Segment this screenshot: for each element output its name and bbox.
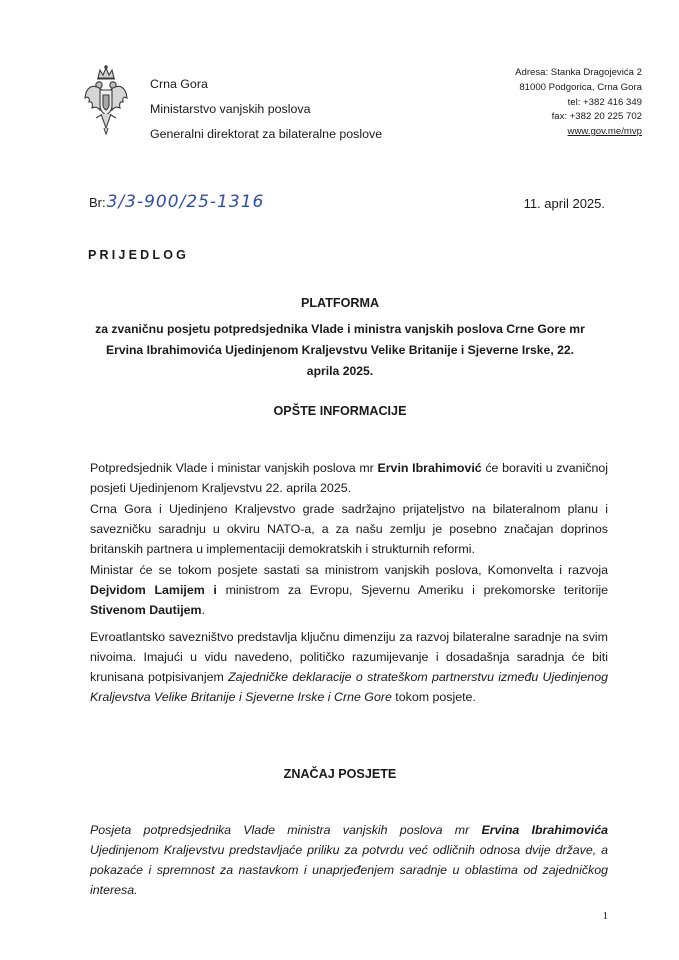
website-link[interactable]: www.gov.me/mvp: [567, 126, 642, 138]
org-ministry: Ministarstvo vanjskih poslova: [150, 102, 311, 116]
reference-label: Br:: [89, 195, 106, 210]
contact-phone: tel: +382 416 349: [567, 96, 642, 108]
page-number: 1: [602, 910, 608, 922]
org-country: Crna Gora: [150, 77, 208, 91]
paragraph-euroatlantic-alliance: Evroatlantsko savezništvo predstavlja ključnu dimenziju za razvoj bilateralne saradnje na svim nivoima. Imajući u vidu navedeno, političko razumijevanje i dosadašnja saradnja će biti krunisana potpisivanjem Zajedničke deklaracije o strateškom partnerstvu između Ujedinjenog Kraljevstva Velike Britanije i Sjeverne Irske i Crne Gore tokom posjete.: [90, 630, 608, 704]
document-type: PRIJEDLOG: [88, 248, 190, 262]
contact-block: [515, 66, 642, 140]
contact-city: 81000 Podgorica, Crna Gora: [519, 81, 642, 93]
coat-of-arms-icon: [82, 64, 130, 136]
paragraph-meetings: Ministar će se tokom posjete sastati sa ministrom vanjskih poslova, Komonvelta i razvoja Dejvidom Lamijem i ministrom za Evropu, Sjevernu Ameriku i prekomorske teritorije Stivenom Dautijem.: [90, 563, 608, 617]
document-title: PLATFORMA: [300, 296, 380, 310]
section-heading-general-info: OPŠTE INFORMACIJE: [273, 404, 407, 418]
org-directorate: Generalni direktorat za bilateralne poslove: [150, 127, 383, 141]
section-heading-significance: ZNAČAJ POSJETE: [283, 767, 397, 781]
contact-address: Adresa: Stanka Dragojevića 2: [515, 67, 642, 78]
contact-fax: fax: +382 20 225 702: [551, 111, 642, 123]
paragraph-visit-significance: Posjeta potpredsjednika Vlade ministra vanjskih poslova mr Ervina Ibrahimovića Ujedinjenom Kraljevstvu predstavljaće priliku za potvrdu već odličnih odnosa dvije države, a pokazaće i spremnost za nastavkom i unaprjeđenjem saradnje u oblastima od zajedničkog interesa.: [90, 823, 608, 897]
paragraph-bilateral-relations: Crna Gora i Ujedinjeno Kraljevstvo grade sadržajno prijateljstvo na bilateralnom planu i savezničku saradnju u okviru NATO-a, a za našu zemlju je posebno značajan doprinos britanskih partnera u implementaciji demokratskih i strukturnih reformi.: [90, 502, 608, 556]
document-subtitle: za zvaničnu posjetu potpredsjednika Vlade i ministra vanjskih poslova Crne Gore mr Ervina Ibrahimovića Ujedinjenom Kraljevstvu Velike Britanije i Sjeverne Irske, 22. aprila 2025.: [95, 322, 585, 378]
document-date: 11. april 2025.: [523, 196, 605, 211]
reference-number: [89, 192, 264, 212]
handwritten-number: 3/3-900/25-1316: [106, 192, 265, 212]
organization-block: [150, 72, 382, 147]
paragraph-visit-announcement: Potpredsjednik Vlade i ministar vanjskih poslova mr Ervin Ibrahimović će boraviti u zvaničnoj posjeti Ujedinjenom Kraljevstvu 22. aprila 2025.: [90, 461, 608, 495]
